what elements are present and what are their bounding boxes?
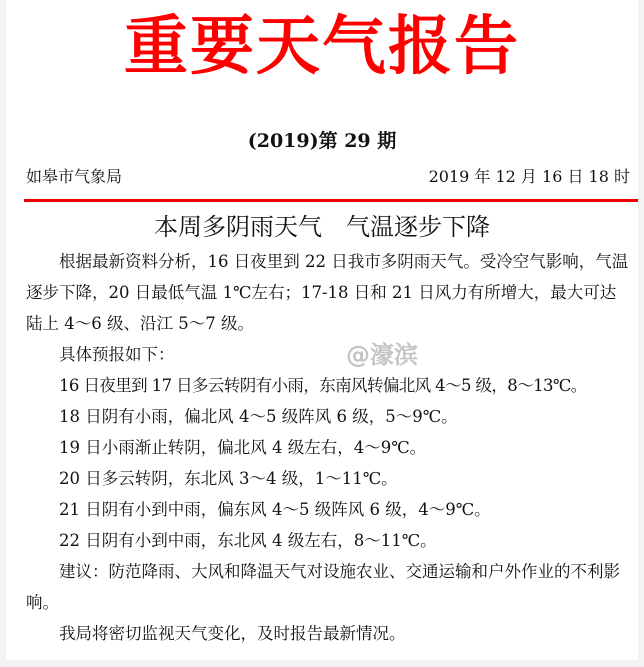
forecast-line: 21 日阴有小到中雨，偏东风 4～5 级阵风 6 级，4～9℃。 xyxy=(59,500,491,519)
forecast-line: 20 日多云转阴，东北风 3～4 级，1～11℃。 xyxy=(59,469,398,488)
report-title: 重要天气报告 xyxy=(124,10,520,84)
issuing-organization: 如皋市气象局 xyxy=(26,167,123,186)
paragraph-closing: 我局将密切监视天气变化，及时报告最新情况。 xyxy=(59,624,406,643)
report-body xyxy=(26,246,632,649)
paragraph-advice: 建议：防范降雨、大风和降温天气对设施农业、交通运输和户外作业的不利影响。 xyxy=(26,562,620,612)
issue-number: (2019)第 29 期 xyxy=(247,130,397,152)
forecast-line: 22 日阴有小到中雨，东北风 4 级左右，8～11℃。 xyxy=(59,531,437,550)
forecast-line: 19 日小雨渐止转阴，偏北风 4 级左右，4～9℃。 xyxy=(59,438,427,457)
watermark: @濠滨 xyxy=(346,341,418,369)
paragraph-summary: 根据最新资料分析，16 日夜里到 22 日我市多阴雨天气。受冷空气影响，气温逐步下降，20 日最低气温 1℃左右；17-18 日和 21 日风力有所增大，最大可达陆上 4～6 级、沿江 5～7 级。 xyxy=(26,252,629,333)
document-page xyxy=(6,0,638,660)
red-divider xyxy=(24,199,638,202)
forecast-line: 18 日阴有小雨，偏北风 4～5 级阵风 6 级，5～9℃。 xyxy=(59,407,458,426)
issue-date: 2019 年 12 月 16 日 18 时 xyxy=(428,167,630,186)
headline: 本周多阴雨天气 气温逐步下降 xyxy=(154,213,490,241)
forecast-line: 16 日夜里到 17 日多云转阴有小雨，东南风转偏北风 4～5 级，8～13℃。 xyxy=(59,376,587,395)
paragraph-forecast-intro: 具体预报如下： xyxy=(59,345,175,364)
